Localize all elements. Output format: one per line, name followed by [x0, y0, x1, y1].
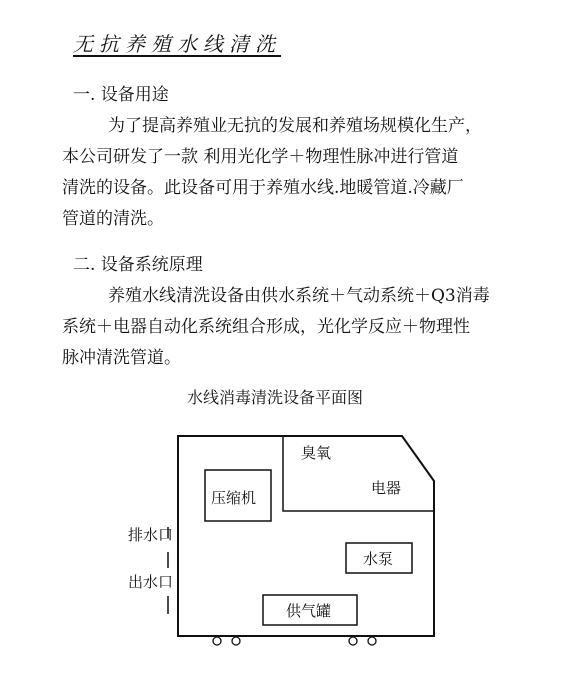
wheel-icon — [349, 637, 357, 645]
ozone-label: 臭氧 — [301, 444, 332, 462]
electrical-label: 电器 — [371, 479, 402, 497]
paragraph-line: 养殖水线清洗设备由供水系统＋气动系统＋Q3消毒 — [108, 286, 490, 306]
wheel-icon — [232, 637, 240, 645]
paragraph-line: 本公司研发了一款 利用光化学＋物理性脉冲进行管道 — [62, 147, 459, 167]
outlet-port-label: 出水口 — [128, 573, 174, 591]
paragraph-line: 清洗的设备。此设备可用于养殖水线.地暖管道.冷藏厂 — [62, 178, 464, 198]
wheel-icon — [368, 637, 376, 645]
paragraph-line: 为了提高养殖业无抗的发展和养殖场规模化生产， — [108, 116, 482, 136]
section2-heading: 二. 设备系统原理 — [73, 255, 203, 275]
paragraph-line: 系统＋电器自动化系统组合形成，光化学反应＋物理性 — [62, 317, 470, 337]
section1-heading: 一. 设备用途 — [73, 85, 169, 105]
paragraph-line: 管道的清洗。 — [62, 209, 164, 229]
water-pump-label: 水泵 — [363, 550, 394, 568]
drain-port-label: 排水口 — [128, 526, 174, 544]
document-title: 无抗养殖水线清洗 — [73, 32, 281, 56]
paragraph-line: 脉冲清洗管道。 — [62, 348, 181, 368]
compressor-label: 压缩机 — [211, 489, 257, 507]
gas-tank-label: 供气罐 — [286, 602, 332, 620]
diagram-caption: 水线消毒清洗设备平面图 — [187, 388, 364, 407]
wheel-icon — [213, 637, 221, 645]
